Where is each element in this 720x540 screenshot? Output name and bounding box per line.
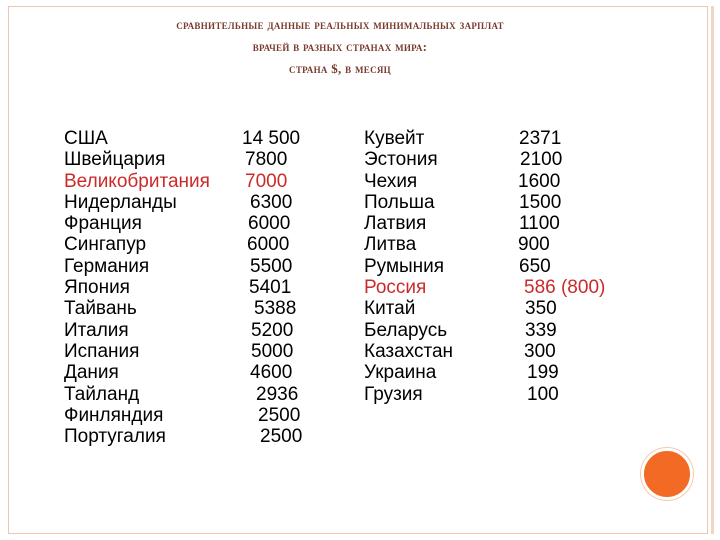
country-name: Румыния: [364, 255, 445, 277]
country-name: Португалия: [64, 426, 166, 448]
salary-value: 4600: [250, 362, 293, 384]
salary-row: [64, 277, 334, 298]
salary-row: [64, 341, 334, 362]
decorative-stripe: [711, 6, 714, 534]
country-name: Латвия: [364, 213, 427, 235]
country-name: Франция: [64, 213, 142, 235]
salary-row: [364, 128, 644, 149]
salary-row: [364, 341, 644, 362]
title-line-2: врачей в разных странах мира:: [252, 39, 428, 54]
salary-value: 199: [527, 362, 559, 384]
salary-value: 1500: [519, 191, 562, 213]
salary-row: [64, 234, 334, 255]
salary-row: [364, 149, 644, 170]
salary-value: 14 500: [242, 128, 301, 149]
salary-row: [64, 320, 334, 341]
country-name: Беларусь: [364, 319, 448, 341]
salary-row: [364, 320, 644, 341]
salary-row: [364, 171, 644, 192]
salary-value: 5000: [251, 340, 294, 362]
salary-row: [64, 362, 334, 383]
country-name: Финляндия: [64, 404, 164, 426]
country-name: Сингапур: [64, 234, 147, 256]
country-name: Кувейт: [364, 128, 425, 149]
salary-value: 5401: [249, 277, 292, 299]
country-name: Чехия: [364, 170, 418, 192]
salary-row-highlighted: [64, 171, 334, 192]
salary-value: 2500: [260, 426, 303, 448]
salary-row: [64, 213, 334, 234]
country-name: Китай: [364, 298, 416, 320]
country-name: США: [64, 128, 108, 149]
country-name: Япония: [64, 277, 130, 299]
salary-row: [364, 298, 644, 319]
salary-value: 2371: [519, 128, 562, 149]
right-salary-list: [364, 128, 644, 405]
title-line-1: сравнительные данные реальных минимальных зарплат: [176, 17, 504, 32]
salary-value: 6300: [250, 191, 293, 213]
country-name: Великобритания: [64, 170, 210, 192]
salary-row: [64, 256, 334, 277]
salary-value: 2936: [256, 383, 299, 405]
title-line-3: страна $, в месяц: [289, 61, 391, 76]
salary-row: [364, 384, 644, 405]
salary-row: [364, 256, 644, 277]
country-name: Грузия: [364, 383, 423, 405]
salary-value: 1600: [518, 170, 561, 192]
salary-value: 900: [518, 234, 550, 256]
salary-value: 300: [524, 340, 556, 362]
country-name: Украина: [364, 362, 437, 384]
salary-value: 7800: [245, 149, 288, 171]
salary-value: 2100: [520, 149, 563, 171]
salary-value: 350: [525, 298, 557, 320]
salary-value: 586 (800): [524, 277, 606, 299]
salary-value: 6000: [248, 213, 291, 235]
country-name: Казахстан: [364, 340, 454, 362]
country-name: Тайланд: [64, 383, 140, 405]
salary-row: [364, 192, 644, 213]
country-name: Испания: [64, 340, 140, 362]
salary-value: 2500: [258, 404, 301, 426]
decorative-circle: [641, 448, 693, 500]
salary-value: 650: [519, 255, 551, 277]
country-name: Россия: [364, 277, 427, 299]
salary-row: [64, 384, 334, 405]
salary-value: 7000: [245, 170, 288, 192]
salary-value: 1100: [519, 213, 560, 235]
salary-row: [64, 426, 334, 447]
salary-row: [364, 234, 644, 255]
country-name: Швейцария: [64, 149, 166, 171]
salary-row: [64, 192, 334, 213]
salary-row-highlighted: [364, 277, 644, 298]
salary-value: 339: [525, 319, 557, 341]
country-name: Польша: [364, 191, 435, 213]
salary-row: [64, 128, 334, 149]
salary-row: [64, 149, 334, 170]
salary-row: [64, 405, 334, 426]
country-name: Дания: [64, 362, 119, 384]
country-name: Нидерланды: [64, 191, 177, 213]
country-name: Эстония: [364, 149, 438, 171]
salary-value: 6000: [247, 234, 290, 256]
salary-value: 5200: [251, 319, 294, 341]
country-name: Италия: [64, 319, 129, 341]
salary-row: [364, 362, 644, 383]
salary-value: 5500: [250, 255, 293, 277]
country-name: Литва: [364, 234, 417, 256]
left-salary-list: [64, 128, 334, 447]
salary-value: 5388: [254, 298, 297, 320]
salary-row: [64, 298, 334, 319]
country-name: Тайвань: [64, 298, 137, 320]
salary-row: [364, 213, 644, 234]
country-name: Германия: [64, 255, 150, 277]
slide-title: [40, 14, 640, 80]
salary-value: 100: [527, 383, 559, 405]
